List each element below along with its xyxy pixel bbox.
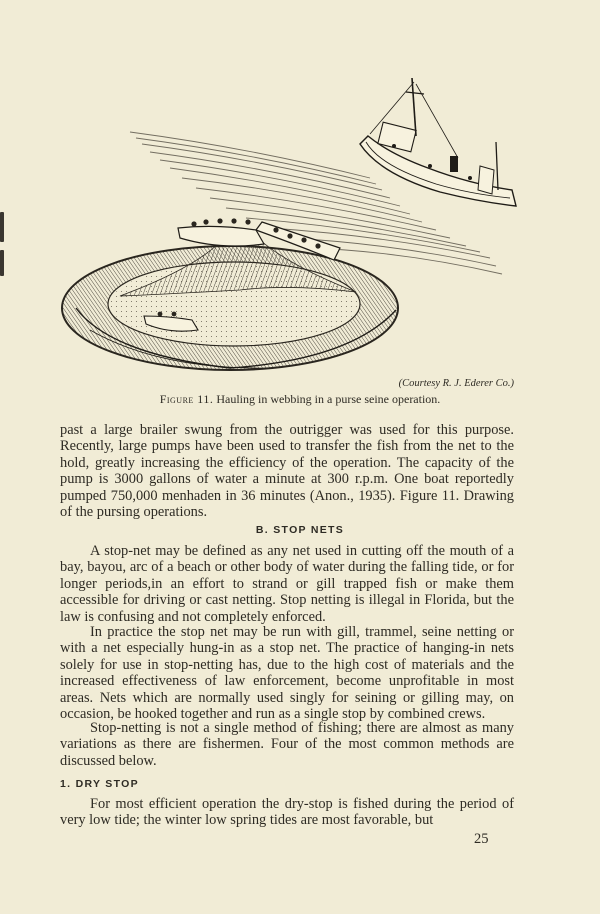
binding-mark-bottom xyxy=(0,250,4,276)
paragraph-dry-stop: For most efficient operation the dry-stop is fished during the period of very low tide; the winter low spring tides are most favorable, but xyxy=(60,796,514,829)
figure-credit: (Courtesy R. J. Ederer Co.) xyxy=(398,378,514,389)
subsection-heading-dry-stop: 1. DRY STOP xyxy=(60,778,139,790)
binding-mark-top xyxy=(0,212,4,242)
page-number: 25 xyxy=(474,831,489,847)
paragraph-continuation: past a large brailer swung from the outrigger was used for this purpose. Recently, large pumps have been used to transfer the fish from the net to the hold, greatly increasing the efficiency of the operation. The capacity of the pump is 3000 gallons of water a minute at 300 r.p.m. One boat reportedly pumped 750,000 menhaden in 36 minutes (Anon., 1935). Figure 11. Drawing of the pursing operations. xyxy=(60,422,514,521)
section-heading-stop-nets: B. STOP NETS xyxy=(255,524,345,536)
paragraph-stop-net-practice: In practice the stop net may be run with gill, trammel, seine netting or with a net especially hung-in as a stop net. The practice of hanging-in nets solely for use in stop-netting has, due to the high cost of materials and the increased effectiveness of law enforcement, become unprofitable in most areas. Nets which are normally used singly for seining or gilling may, on occasion, be hooked together and run as a single stop by combined crews. xyxy=(60,624,514,723)
paragraph-stop-net-variations: Stop-netting is not a single method of fishing; there are almost as many variations as there are fishermen. Four of the most common methods are discussed below. xyxy=(60,720,514,769)
fishing-vessel xyxy=(360,78,516,206)
figure-caption xyxy=(0,392,600,407)
figure-caption-text: Hauling in webbing in a purse seine operation. xyxy=(216,392,441,406)
figure-caption-label: Figure 11. xyxy=(159,392,214,406)
purse-seine-illustration xyxy=(50,70,530,388)
paragraph-stop-net-definition: A stop-net may be defined as any net used in cutting off the mouth of a bay, bayou, arc of a beach or other body of water during the falling tide, or for longer periods,in an effort to strand or gill trapped fish or make them accessible for driving or cast netting. Stop netting is illegal in Florida, but the law is confusing and not completely enforced. xyxy=(60,543,514,625)
